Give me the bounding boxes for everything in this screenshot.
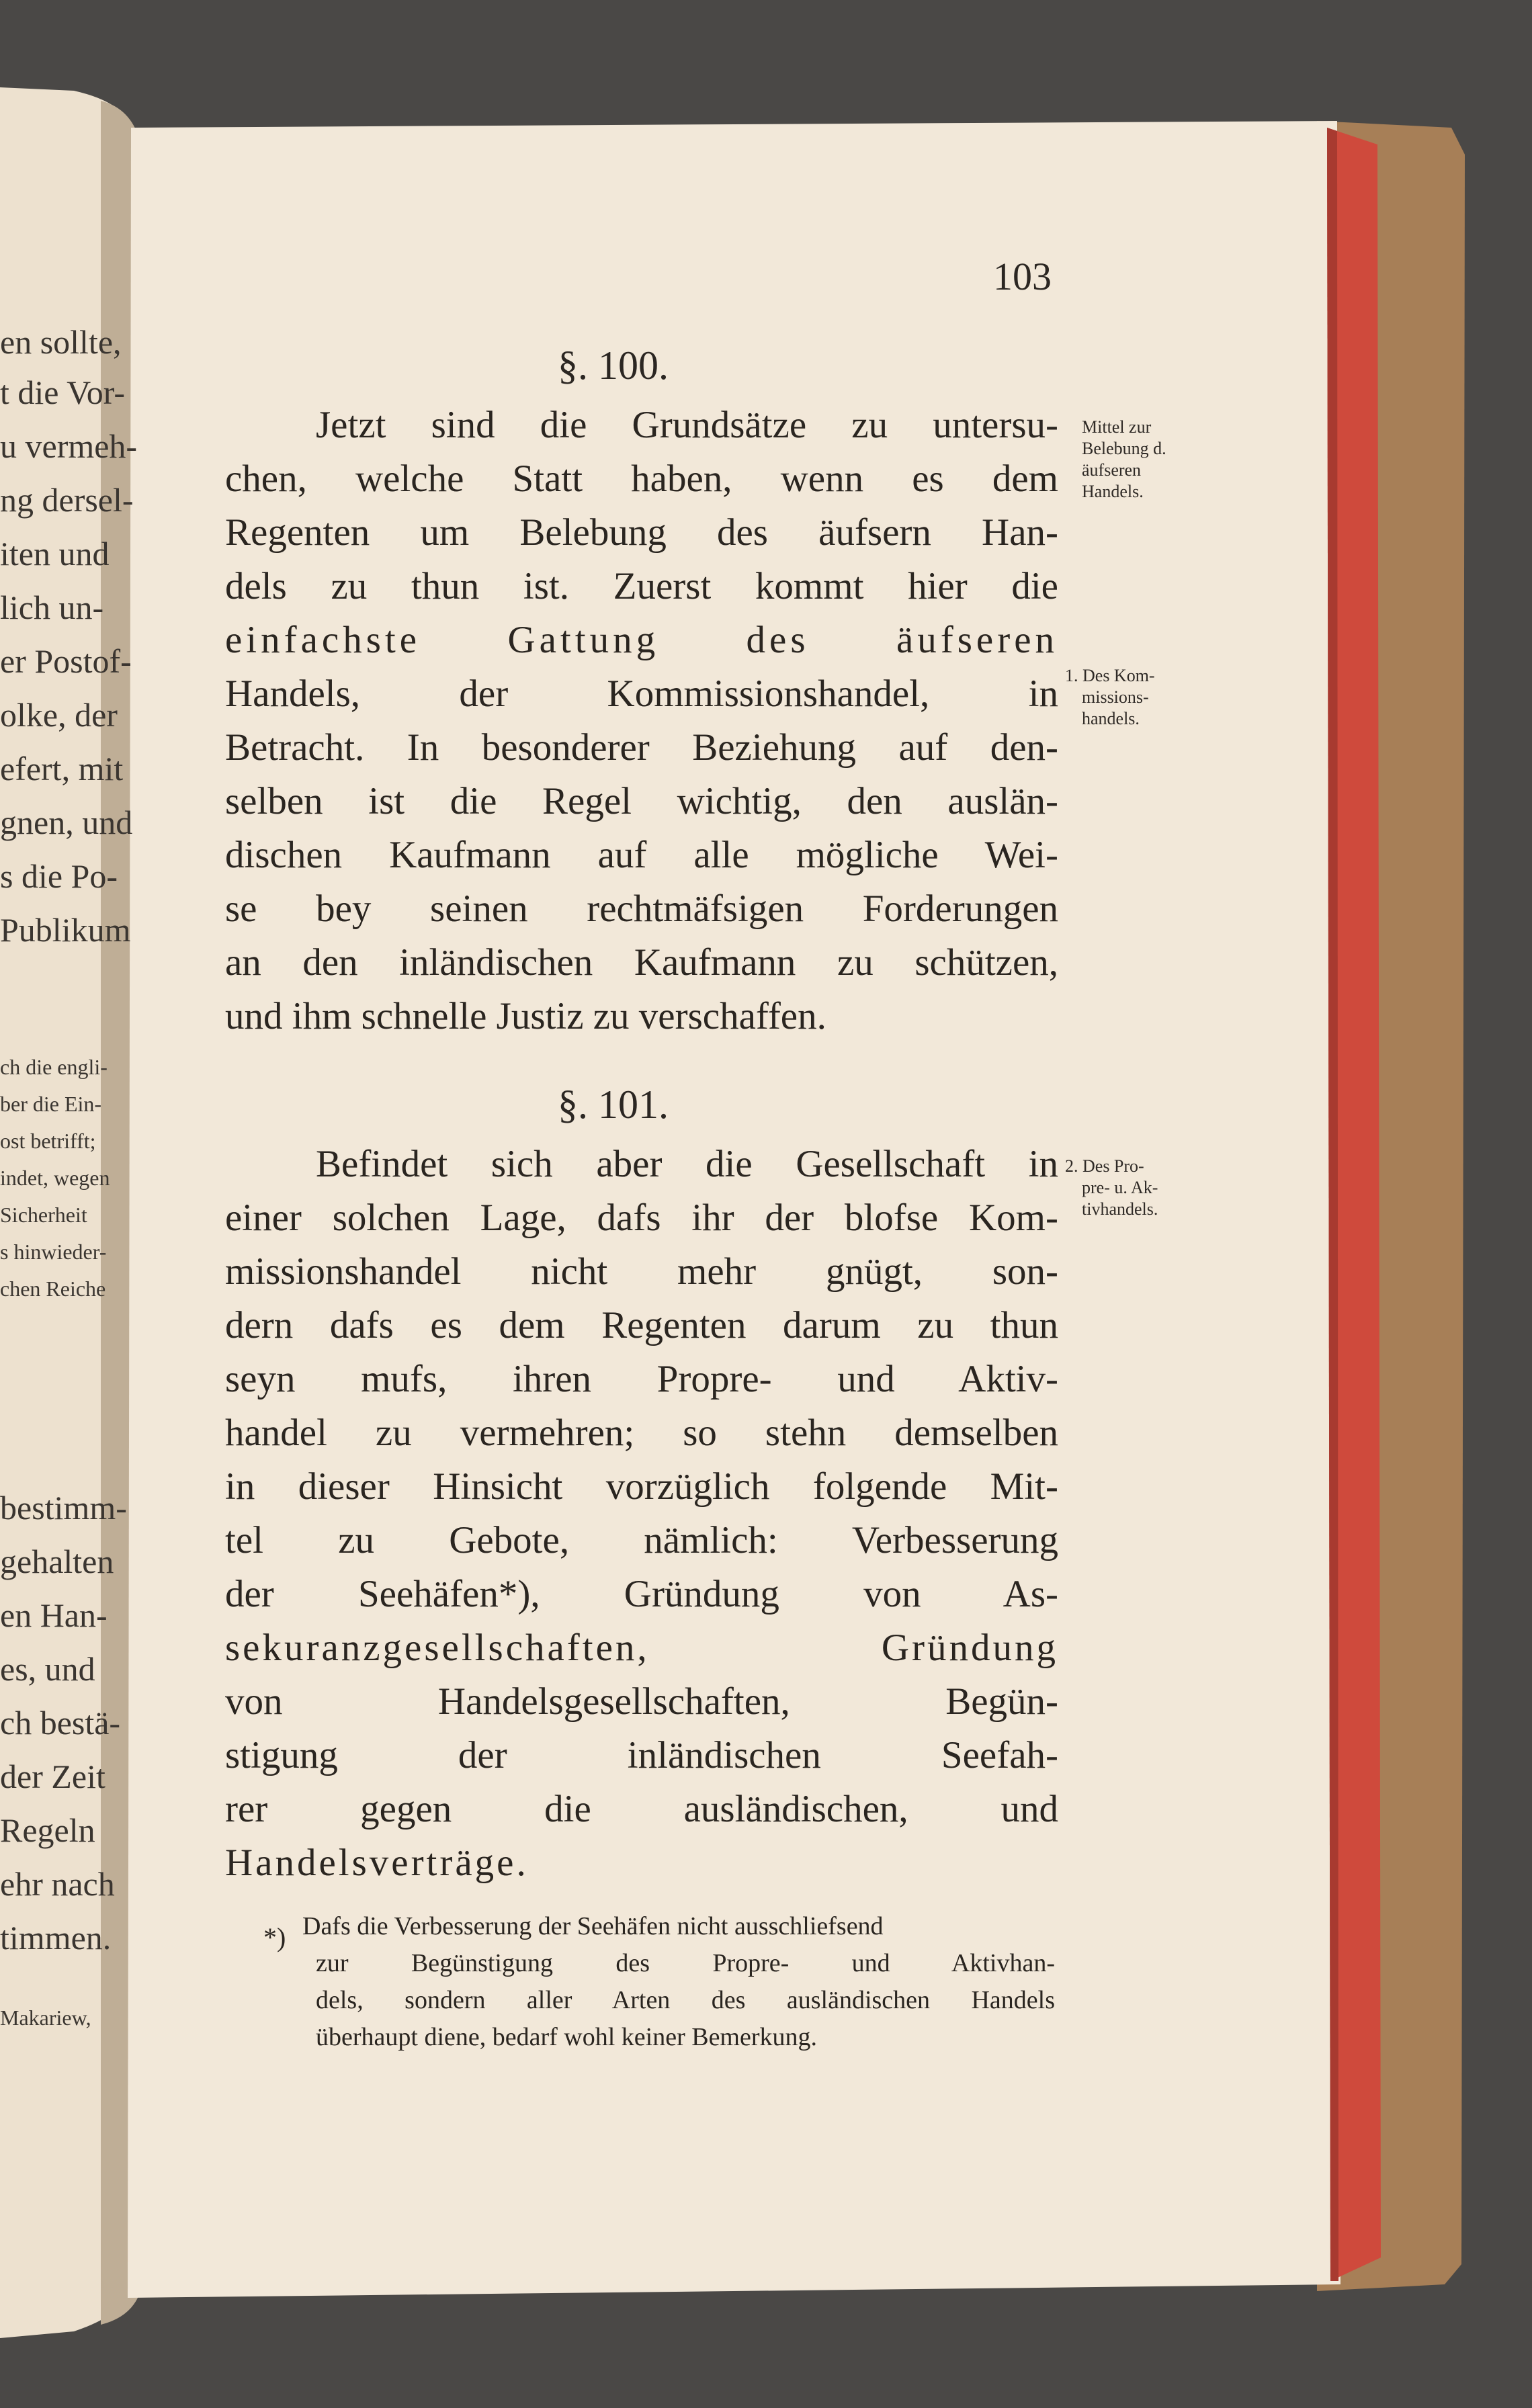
body-line: Regenten um Belebung des äufsern Han- [225,511,1058,554]
margin-note-line: tivhandels. [1082,1199,1158,1219]
left-line: u vermeh- [0,427,138,465]
left-line: en Han- [0,1596,108,1634]
left-note: chen Reiche [0,1277,106,1301]
margin-note-line: missions- [1082,687,1149,707]
left-line: iten und [0,535,110,572]
footnote-marker: *) [263,1922,286,1952]
margin-note-line: pre- u. Ak- [1082,1178,1158,1197]
left-line: lich un- [0,589,104,626]
left-note: Sicherheit [0,1203,87,1227]
body-line: chen, welche Statt haben, wenn es dem [225,458,1058,500]
body-line: und ihm schnelle Justiz zu verschaffen. [225,995,826,1037]
left-line: er Postof- [0,642,132,680]
body-line: selben ist die Regel wichtig, den auslän- [225,780,1058,822]
margin-note-line: 2. Des Pro- [1065,1156,1144,1176]
left-line: ehr nach [0,1865,115,1903]
left-line: der Zeit [0,1758,105,1795]
left-note: indet, wegen [0,1166,110,1190]
body-line: sekuranzgesellschaften, Gründung [225,1627,1058,1669]
left-line: olke, der [0,696,118,734]
body-line: Handelsverträge. [225,1842,529,1884]
left-signature: Makariew, [0,2006,91,2030]
left-line: t die Vor- [0,374,126,411]
left-line: ch bestä- [0,1704,121,1742]
margin-note-line: 1. Des Kom- [1065,666,1155,685]
section-heading-100: §. 100. [558,343,669,388]
left-line: gehalten [0,1543,114,1580]
body-line: dels zu thun ist. Zuerst kommt hier die [225,565,1058,607]
left-line: timmen. [0,1919,112,1956]
footnote-line: überhaupt diene, bedarf wohl keiner Bemerkung. [316,2023,818,2051]
margin-note-line: Belebung d. [1082,439,1166,458]
footnote-line: Dafs die Verbesserung der Seehäfen nicht ausschliefsend [302,1912,884,1940]
body-line: missionshandel nicht mehr gnügt, son- [225,1250,1058,1293]
left-note: ost betrifft; [0,1129,96,1153]
footnote-line: dels, sondern aller Arten des ausländischen Handels [316,1986,1055,2014]
body-line: in dieser Hinsicht vorzüglich folgende Mit- [225,1465,1058,1508]
margin-note-2 [1065,665,1186,730]
body-line: Jetzt sind die Grundsätze zu untersu- [316,404,1058,446]
section-heading-101: §. 101. [558,1082,669,1127]
left-line: Regeln [0,1811,95,1849]
body-line: tel zu Gebote, nämlich: Verbesserung [225,1519,1058,1561]
left-line: es, und [0,1650,95,1688]
left-line: efert, mit [0,750,124,787]
body-line: Handels, der Kommissionshandel, in [225,673,1058,715]
body-line: Befindet sich aber die Gesellschaft in [316,1143,1058,1185]
margin-note-3 [1065,1156,1186,1220]
left-note: ber die Ein- [0,1092,102,1116]
body-line: handel zu vermehren; so stehn demselben [225,1412,1058,1454]
left-line: bestimm- [0,1489,127,1526]
margin-note-line: Handels. [1082,482,1144,501]
margin-note-1 [1082,417,1203,503]
margin-note-line: äufseren [1082,460,1142,480]
left-note: s hinwieder- [0,1240,107,1264]
footnote-line: zur Begünstigung des Propre- und Aktivhan- [316,1949,1055,1977]
body-line: der Seehäfen*), Gründung von As- [225,1573,1058,1615]
body-line: dischen Kaufmann auf alle mögliche Wei- [225,834,1058,876]
body-line: einfachste Gattung des äufseren [225,619,1058,661]
left-line: ng dersel- [0,481,134,519]
body-line: dern dafs es dem Regenten darum zu thun [225,1304,1058,1346]
body-line: von Handelsgesellschaften, Begün- [225,1680,1058,1723]
body-line: einer solchen Lage, dafs ihr der blofse Kom- [225,1197,1058,1239]
margin-note-line: handels. [1082,709,1140,728]
body-line: seyn mufs, ihren Propre- und Aktiv- [225,1358,1058,1400]
body-line: rer gegen die ausländischen, und [225,1788,1058,1830]
margin-note-line: Mittel zur [1082,417,1152,437]
body-line: Betracht. In besonderer Beziehung auf den- [225,726,1058,769]
left-note: ch die engli- [0,1055,108,1079]
left-line: en sollte, [0,323,122,361]
left-line: s die Po- [0,857,118,895]
left-line: gnen, und [0,804,133,841]
left-line: Publikum [0,911,131,949]
body-line: an den inländischen Kaufmann zu schützen, [225,941,1058,984]
body-line: se bey seinen rechtmäfsigen Forderungen [225,888,1058,930]
body-line: stigung der inländischen Seefah- [225,1734,1058,1776]
page-number: 103 [993,255,1052,298]
